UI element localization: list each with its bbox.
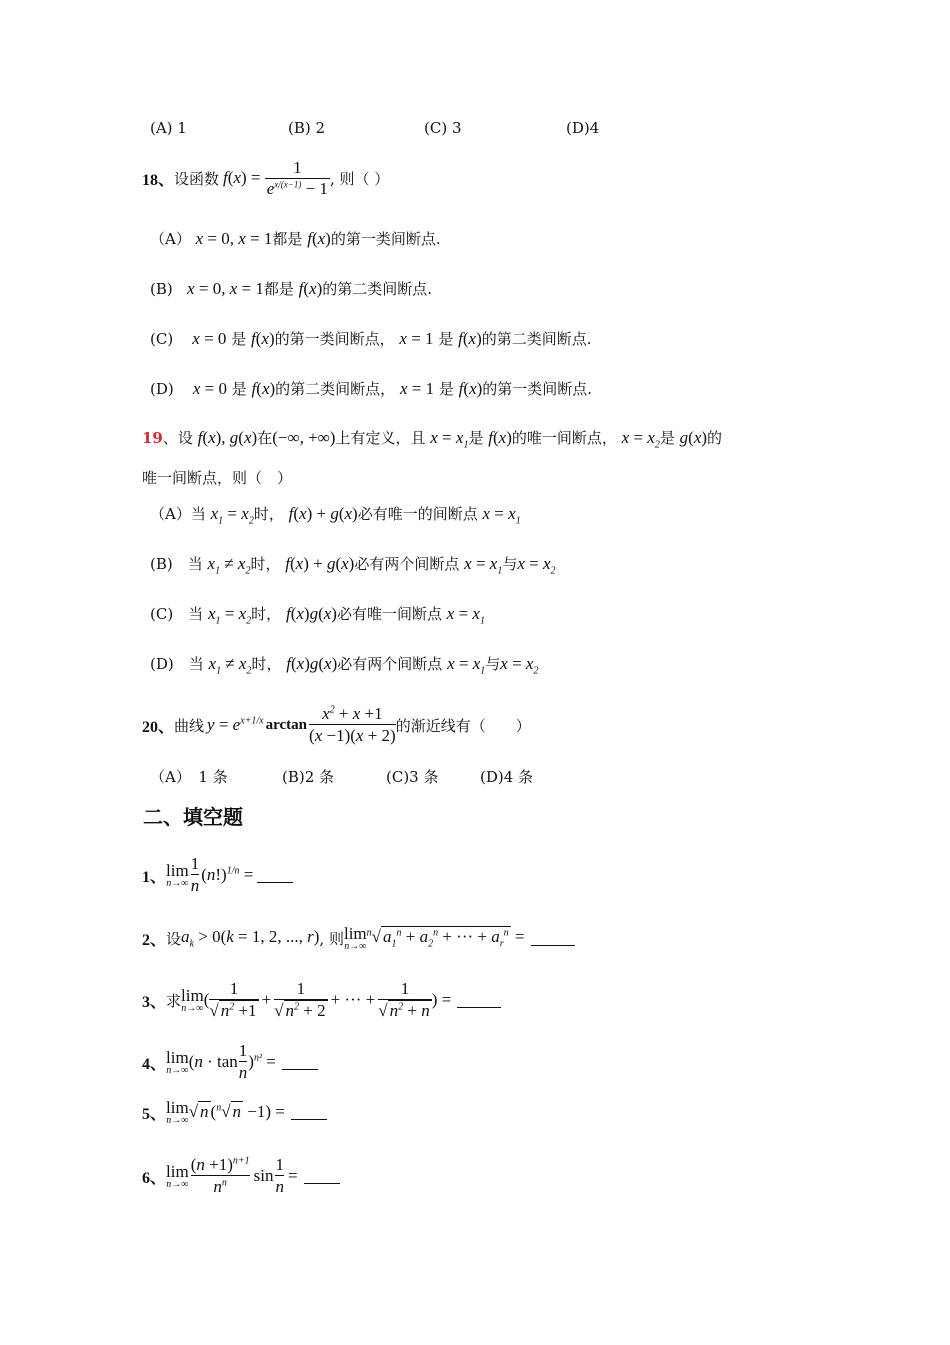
- q18-d-mid: 是: [231, 380, 247, 398]
- q19-d-label: (D) 当: [150, 655, 204, 673]
- fill-2-text-b: , 则: [319, 929, 344, 948]
- q19-b-end: 必有两个间断点: [354, 555, 460, 573]
- q18-formula-eq: ) =: [240, 168, 265, 187]
- q18-c-label: (C): [150, 330, 174, 348]
- q20-tail: 的渐近线有（ ）: [395, 716, 531, 735]
- q19-d-end: 必有两个间断点: [337, 655, 443, 673]
- q18-d-x1: x = 1: [399, 379, 435, 398]
- q18-option-d: [150, 378, 592, 399]
- q19-c-label: (C) 当: [150, 605, 204, 623]
- fill-4-lim: lim n→∞: [166, 1047, 189, 1076]
- fill-3-dots: + ··· +: [330, 990, 376, 1009]
- q18-b-end: 的第二类间断点.: [322, 280, 433, 298]
- q18-d-f1: f(x): [251, 379, 276, 398]
- q17-option-d: (D)4: [566, 119, 600, 137]
- q19-c-end: 必有唯一间断点: [336, 605, 442, 623]
- q19-a-pt: $x = x_1$: [482, 504, 521, 527]
- q18-a-label: （A）: [150, 230, 191, 248]
- q19-d-pt1: $x = x_1$: [447, 654, 486, 677]
- q19-option-b: [150, 553, 556, 576]
- q18-d-x0: x = 0: [192, 379, 227, 398]
- fill-5: [142, 1093, 327, 1131]
- q19-fg: f(x), g(x): [197, 428, 258, 447]
- q20-formula: $y = e^{x+1/x}$: [207, 715, 264, 734]
- q18-c-mid2: 是: [438, 330, 454, 348]
- q18-stem-text: 设函数: [174, 169, 220, 188]
- q19-d-cond: $x_1 \ne x_2$: [208, 654, 252, 677]
- q20-stem: [142, 700, 531, 750]
- q19-t5: 是: [659, 429, 675, 447]
- q18-d-b: 的第一类间断点.: [482, 380, 593, 398]
- q19-t2: 上有定义，且: [335, 429, 426, 447]
- fill-6-number: 6、: [142, 1169, 167, 1187]
- fill-2-root: $^n$√ $a_1^n + a_2^n$ + ··· + $a_r^n$ =: [366, 926, 525, 950]
- q18-c-a: 的第一类间断点，: [274, 330, 395, 348]
- q20-fraction: [309, 704, 396, 745]
- q19-b-sum: f(x) + g(x): [285, 554, 355, 573]
- q18-d-f2: f(x): [458, 379, 483, 398]
- fill-2-cond: $a_k > 0(k = 1$, 2, ..., r): [181, 926, 320, 950]
- q18-a-end: 的第一类间断点.: [330, 230, 441, 248]
- q18-a-math: x = 0, x = 1: [195, 229, 273, 248]
- fill-1-expr: $(n!)^{1/n}$ =: [201, 865, 254, 884]
- q18-number: 18、: [142, 171, 175, 189]
- q18-c-x0: x = 0: [192, 329, 227, 348]
- fill-6-lim: lim n→∞: [166, 1161, 189, 1190]
- q19-b-pt2: $x = x_2$: [517, 554, 556, 577]
- fill-4-number: 4、: [142, 1055, 167, 1073]
- q19-c-cond: $x_1 = x_2$: [207, 604, 252, 627]
- fill-3-text: 求: [166, 991, 182, 1010]
- q20-number: 20、: [142, 718, 175, 736]
- fill-6-eq: =: [287, 1166, 298, 1185]
- q20-option-c: (C)3 条: [386, 768, 439, 786]
- q18-c-f1: f(x): [250, 329, 275, 348]
- q17-option-a: (A) 1: [150, 119, 187, 137]
- q19-c-mid: 时，: [251, 605, 282, 623]
- q18-option-c: [150, 328, 592, 349]
- q19-option-d: [150, 653, 538, 676]
- fill-4: [142, 1038, 318, 1086]
- fill-6-sin: sin: [253, 1166, 274, 1185]
- q19-d-mid: 时，: [251, 655, 282, 673]
- q19-option-c: [150, 603, 485, 626]
- q19-b-and: 与: [502, 555, 518, 573]
- q19-g: g(x): [679, 428, 708, 447]
- fill-6-blank: [304, 1169, 340, 1184]
- fill-2-blank: [531, 931, 575, 946]
- fill-3-paren-open: (: [203, 990, 210, 1009]
- q19-t1: 在: [257, 429, 273, 447]
- fill-5-lim: lim n→∞: [166, 1097, 189, 1126]
- fill-6: [142, 1150, 340, 1202]
- fill-6-frac-1: $\frac{(n +1)^{n+1}}{n^n}$: [190, 1155, 250, 1196]
- fill-3-frac-n: $\frac{1}{√ n^2 + n}$: [378, 979, 430, 1020]
- q17-option-c: (C) 3: [424, 119, 462, 137]
- q20-option-a: （A） 1 条: [150, 768, 228, 786]
- q19-b-pt1: $x = x_1$: [464, 554, 503, 577]
- q18-d-label: (D): [150, 380, 174, 398]
- fill-3-close: ) =: [431, 990, 452, 1009]
- q19-t3: 是: [468, 429, 484, 447]
- fill-3-frac-1: $\frac{1}{√ n^2 +1}$: [209, 979, 257, 1020]
- q19-a-label: （A）当: [150, 505, 206, 523]
- fill-5-expr: √ n ($^n$√ n −1) =: [188, 1102, 285, 1121]
- q18-c-x1: x = 1: [399, 329, 434, 348]
- q19-f: f(x): [488, 428, 512, 447]
- q19-x1: $x = x_1$: [430, 428, 469, 451]
- q19-number: 19: [142, 429, 163, 447]
- fill-1-number: 1、: [142, 868, 167, 886]
- q18-formula: f: [223, 168, 228, 187]
- q19-a-sum: f(x) + g(x): [288, 504, 358, 523]
- q18-b-f: f(x): [298, 279, 323, 298]
- q18-option-b: [150, 278, 432, 299]
- fill-1: [142, 850, 293, 900]
- q19-sep: 、设: [162, 429, 193, 447]
- q20-option-d: (D)4 条: [480, 768, 534, 786]
- q18-formula-paren: (: [227, 168, 234, 187]
- q19-x2: $x = x_2$: [621, 428, 660, 451]
- q19-c-prod: f(x)g(x): [285, 604, 337, 623]
- q19-b-mid: 时，: [250, 555, 281, 573]
- q18-option-a: [150, 228, 441, 249]
- fill-4-frac: $\frac{1}{n}$: [238, 1041, 248, 1082]
- fill-5-number: 5、: [142, 1105, 167, 1123]
- q18-d-a: 的第二类间断点，: [275, 380, 396, 398]
- q18-fraction: [265, 158, 330, 198]
- q19-t6: 的: [707, 429, 723, 447]
- q19-t4: 的唯一间断点，: [511, 429, 617, 447]
- q20-arctan: arctan: [265, 716, 308, 733]
- q18-b-text: 都是: [263, 280, 294, 298]
- q18-stem: [142, 148, 389, 208]
- q18-a-f: f(x): [307, 229, 331, 248]
- q19-b-label: (B) 当: [150, 555, 203, 573]
- q18-c-b: 的第二类间断点.: [481, 330, 592, 348]
- q20-frac-num: $x^2 + x +1$: [322, 704, 383, 724]
- q17-option-b: (B) 2: [288, 119, 326, 137]
- q20-frac-den: (x −1)(x + 2): [309, 726, 396, 745]
- fill-4-expr: (n · tan: [188, 1052, 238, 1071]
- fill-3: [142, 972, 501, 1028]
- fill-3-number: 3、: [142, 993, 167, 1011]
- q18-frac-den: $e^{x/(x-1)} - 1$: [266, 178, 328, 198]
- q18-c-f2: f(x): [458, 329, 482, 348]
- fill-3-frac-2: $\frac{1}{√ n^2 + 2}$: [274, 979, 326, 1020]
- section-title: 二、填空题: [143, 805, 243, 829]
- q19-d-and: 与: [485, 655, 501, 673]
- q20-stem-text: 曲线: [174, 716, 205, 735]
- fill-3-plus-1: +: [261, 990, 272, 1009]
- fill-3-blank: [457, 993, 501, 1008]
- q18-formula-x: x: [233, 168, 241, 187]
- fill-1-frac: $\frac{1}{n}$: [190, 854, 200, 895]
- q19-option-a: [150, 503, 521, 526]
- q19-a-cond: $x_1 = x_2$: [210, 504, 254, 527]
- fill-4-close: )$^{n^2}$ =: [248, 1052, 276, 1071]
- q19-c-pt: $x = x_1$: [446, 604, 485, 627]
- fill-4-blank: [282, 1055, 318, 1070]
- fill-6-frac-2: $\frac{1}{n}$: [275, 1155, 284, 1196]
- q19-stem-line1: [142, 427, 722, 450]
- q19-stem-line2: 唯一间断点，则（ ）: [142, 469, 293, 487]
- q19-d-pt2: $x = x_2$: [500, 654, 539, 677]
- q19-a-mid: 时，: [253, 505, 284, 523]
- q18-c-mid: 是: [231, 330, 247, 348]
- q18-b-math: x = 0, x = 1: [187, 279, 264, 298]
- q19-a-end: 必有唯一的间断点: [357, 505, 478, 523]
- q18-b-label: (B): [150, 280, 173, 298]
- q20-option-b: (B)2 条: [282, 768, 335, 786]
- q19-d-prod: f(x)g(x): [286, 654, 338, 673]
- fill-2-number: 2、: [142, 931, 167, 949]
- fill-2-lim: lim n→∞: [343, 923, 367, 952]
- q18-frac-num: 1: [293, 157, 302, 177]
- q19-interval: (−∞, +∞): [272, 428, 336, 447]
- q18-tail: , 则（ ）: [329, 169, 390, 188]
- q18-a-text: 都是: [272, 230, 303, 248]
- fill-1-lim: lim n→∞: [166, 860, 189, 889]
- fill-3-lim: lim n→∞: [181, 985, 204, 1014]
- fill-2-text-a: 设: [166, 929, 182, 948]
- q18-d-mid2: 是: [438, 380, 454, 398]
- fill-1-blank: [257, 868, 293, 883]
- q19-b-cond: $x_1 \ne x_2$: [207, 554, 251, 577]
- fill-5-blank: [291, 1105, 327, 1120]
- fill-2: [142, 918, 575, 958]
